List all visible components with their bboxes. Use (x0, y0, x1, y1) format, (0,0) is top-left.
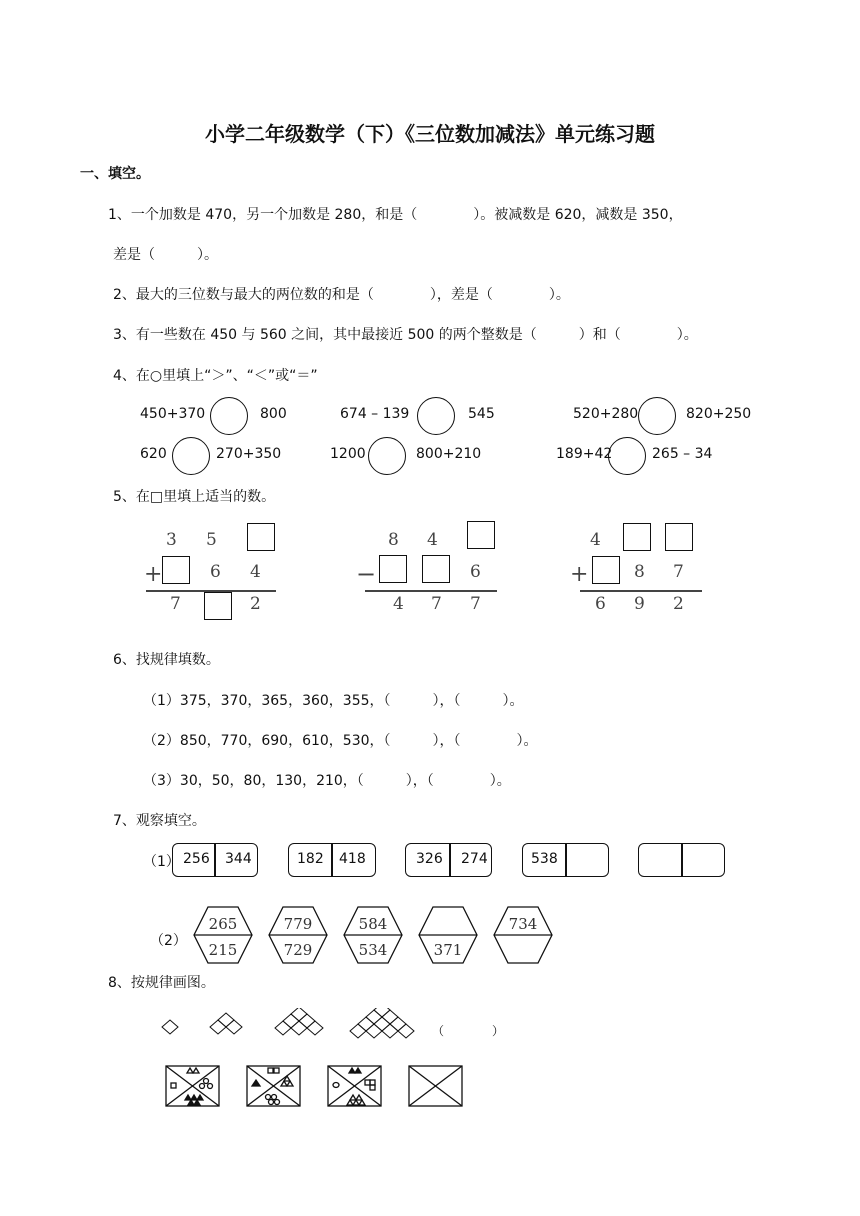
part-1-label: （1） (143, 854, 180, 870)
answer-box[interactable] (204, 592, 232, 620)
pair-value: 326 (416, 851, 443, 867)
compare-circle[interactable] (417, 397, 455, 435)
answer-box[interactable] (422, 555, 450, 583)
number-pair-box (288, 843, 376, 877)
pair-divider (681, 844, 683, 876)
digit: 8 (634, 562, 645, 582)
compare-right: 265 – 34 (652, 446, 713, 462)
digit: 7 (431, 594, 442, 614)
pattern-panel-2 (247, 1066, 300, 1106)
compare-circle[interactable] (210, 397, 248, 435)
hex-top-value: 584 (358, 915, 388, 933)
sequence-1: （1）375，370，365，360，355，（ ），（ ）。 (143, 693, 524, 709)
digit: 4 (590, 530, 601, 550)
compare-left: 520+280 (573, 406, 639, 422)
compare-right: 820+250 (686, 406, 752, 422)
hexagon-1 (194, 907, 252, 963)
answer-box[interactable] (247, 523, 275, 551)
hexagon-2 (269, 907, 327, 963)
hex-bottom-value: 534 (358, 941, 388, 959)
question-8-instruction: 8、按规律画图。 (108, 975, 215, 991)
question-7-instruction: 7、观察填空。 (113, 813, 206, 829)
digit: 7 (170, 594, 181, 614)
question-2: 2、最大的三位数与最大的两位数的和是（ ），差是（ ）。 (113, 287, 570, 303)
compare-left: 1200 (330, 446, 366, 462)
digit: 8 (388, 530, 399, 550)
hexagon-5 (494, 907, 552, 963)
pattern-panel-1 (166, 1066, 219, 1106)
compare-left: 450+370 (140, 406, 206, 422)
answer-box[interactable] (623, 523, 651, 551)
compare-right: 800+210 (416, 446, 482, 462)
compare-circle[interactable] (608, 437, 646, 475)
part-2-label: （2） (150, 933, 187, 949)
number-pair-box (405, 843, 492, 877)
answer-box[interactable] (162, 556, 190, 584)
pair-divider (565, 844, 567, 876)
digit: 6 (210, 562, 221, 582)
pair-divider (214, 844, 216, 876)
operator: − (356, 560, 377, 588)
number-pair-box (172, 843, 258, 877)
compare-circle[interactable] (638, 397, 676, 435)
difference-line (365, 590, 497, 592)
digit: 7 (470, 594, 481, 614)
question-1-line-1: 1、一个加数是 470，另一个加数是 280，和是（ ）。被减数是 620，减数是 350， (108, 207, 683, 223)
digit: 7 (673, 562, 684, 582)
hex-bottom-value: 215 (208, 941, 238, 959)
hexagon-4 (419, 907, 477, 963)
question-3: 3、有一些数在 450 与 560 之间，其中最接近 500 的两个整数是（ ）和（ ）。 (113, 327, 698, 343)
question-5-instruction: 5、在□里填上适当的数。 (113, 489, 276, 505)
digit: 9 (634, 594, 645, 614)
number-pair-box[interactable] (522, 843, 609, 877)
digit: 6 (470, 562, 481, 582)
compare-right: 545 (468, 406, 495, 422)
sequence-3: （3）30，50，80，130，210，（ ），（ ）。 (143, 773, 511, 789)
pair-divider (331, 844, 333, 876)
pair-divider (449, 844, 451, 876)
question-1-line-2: 差是（ ）。 (113, 247, 218, 263)
hex-bottom-value: 729 (283, 941, 313, 959)
digit: 6 (595, 594, 606, 614)
digit: 3 (166, 530, 177, 550)
diamond-pattern-row (155, 1008, 425, 1048)
sequence-2: （2）850，770，690，610，530，（ ），（ ）。 (143, 733, 538, 749)
digit: 2 (673, 594, 684, 614)
digit: 4 (393, 594, 404, 614)
pattern-panel-3 (328, 1066, 381, 1106)
pair-value: 538 (531, 851, 558, 867)
question-4-instruction: 4、在○里填上“＞”、“＜”或“＝” (113, 368, 318, 384)
hex-top-value: 265 (208, 915, 238, 933)
digit: 2 (250, 594, 261, 614)
section-heading-fill-in: 一、填空。 (80, 166, 150, 182)
operator: + (570, 562, 589, 587)
compare-circle[interactable] (368, 437, 406, 475)
compare-left: 620 (140, 446, 167, 462)
pair-value: 256 (183, 851, 210, 867)
compare-right: 800 (260, 406, 287, 422)
shape-pattern-row (160, 1062, 470, 1112)
hexagon-row (190, 905, 560, 965)
answer-box[interactable] (592, 556, 620, 584)
pattern-panel-answer (409, 1066, 462, 1106)
pair-value: 274 (461, 851, 488, 867)
answer-box[interactable] (665, 523, 693, 551)
operator: + (144, 562, 163, 587)
page-title: 小学二年级数学（下）《三位数加减法》单元练习题 (205, 122, 655, 146)
digit: 5 (206, 530, 217, 550)
answer-box[interactable] (379, 555, 407, 583)
compare-right: 270+350 (216, 446, 282, 462)
pair-value: 344 (225, 851, 252, 867)
answer-box[interactable] (467, 521, 495, 549)
pair-value: 418 (339, 851, 366, 867)
hex-top-value: 734 (508, 915, 538, 933)
compare-left: 674 – 139 (340, 406, 410, 422)
draw-answer-blank[interactable]: （ ） (432, 1024, 505, 1038)
compare-circle[interactable] (172, 437, 210, 475)
pair-value: 182 (297, 851, 324, 867)
sum-line (580, 590, 702, 592)
hex-top-value: 779 (283, 915, 313, 933)
compare-left: 189+42 (556, 446, 613, 462)
hexagon-3 (344, 907, 402, 963)
hex-bottom-value: 371 (433, 941, 463, 959)
question-6-instruction: 6、找规律填数。 (113, 652, 220, 668)
digit: 4 (427, 530, 438, 550)
digit: 4 (250, 562, 261, 582)
number-pair-box[interactable] (638, 843, 725, 877)
